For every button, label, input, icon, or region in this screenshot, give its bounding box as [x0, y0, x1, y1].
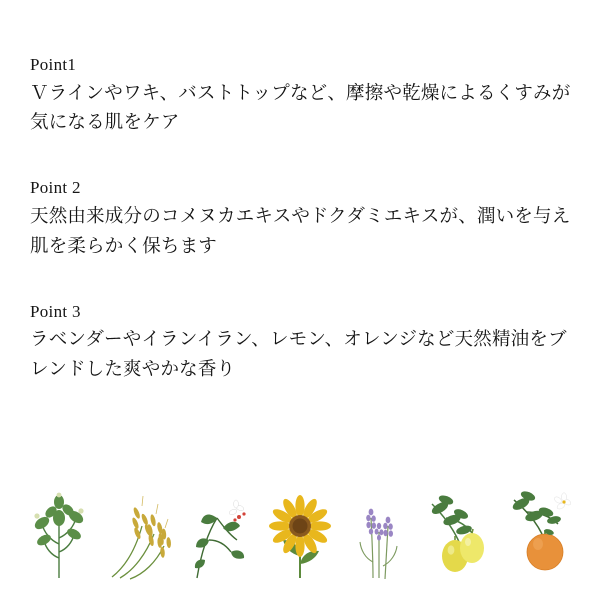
rice-ear-illustration — [102, 482, 176, 582]
point-body-3: ラベンダーやイランイラン、レモン、オレンジなど天然精油をブレンドした爽やかな香り — [30, 330, 567, 381]
lavender-illustration — [343, 482, 417, 582]
points-list — [30, 52, 578, 422]
point-heading-3: Point 3 — [30, 301, 81, 321]
point-body-2: 天然由来成分のコメヌカエキスやドクダミエキスが、潤いを与え肌を柔らかく保ちます — [30, 206, 571, 257]
houttuynia-illustration — [183, 482, 257, 582]
point-block-3 — [30, 299, 578, 386]
sunflower-illustration — [263, 482, 337, 582]
botanical-illustration-row — [0, 472, 600, 582]
point-heading-2: Point 2 — [30, 178, 81, 198]
orange-illustration — [504, 482, 578, 582]
herb-sprig-illustration — [22, 482, 96, 582]
point-block-1 — [30, 52, 578, 139]
point-block-2 — [30, 175, 578, 262]
point-body-1: Ｖラインやワキ、バストトップなど、摩擦や乾燥によるくすみが気になる肌をケア — [30, 83, 571, 134]
lemon-illustration — [424, 482, 498, 582]
point-heading-1: Point1 — [30, 55, 77, 74]
